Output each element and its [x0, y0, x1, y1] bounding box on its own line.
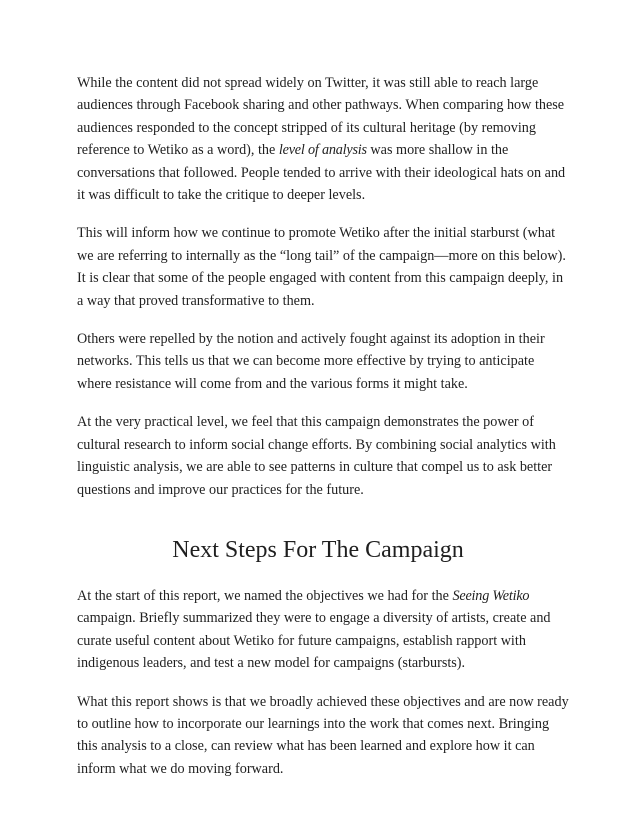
paragraph-long-tail: This will inform how we continue to promote Wetiko after the initial starburst (what we are referring to internally as the “long tail” of the campaign—more on this below). It is clear that some of the people engaged with content from this campaign deeply, in a way that proved transformative to them.: [77, 225, 566, 309]
paragraph-conclusion: What this report shows is that we broadly achieved these objectives and are now ready to outline how to incorporate our learnings into the work that comes next. Bringing this analysis to a close, can review what has been learned and explore how it can inform what we do moving forward.: [77, 693, 569, 777]
section-heading: Next Steps For The Campaign: [172, 536, 464, 563]
paragraph-text: was more shallow in the conversations that followed. People tended to arrive with their ideological hats on and it was difficult to take the critique to deeper levels.: [77, 142, 566, 204]
paragraph-text: While the content did not spread widely on Twitter, it was still able to reach large audiences through Facebook sharing and other pathways. When comparing how these audiences responded to the concept stripped of its cultural heritage (by removing reference to Wetiko as a word), the: [77, 75, 565, 159]
paragraph-text: campaign. Briefly summarized they were to engage a diversity of artists, create and curate useful content about Wetiko for future campaigns, establish rapport with indigenous leaders, and test a new model for campaigns (starbursts).: [77, 610, 551, 672]
paragraph-cultural-research: At the very practical level, we feel that this campaign demonstrates the power of cultural research to inform social change efforts. By combining social analytics with linguistic analysis, we are able to see patterns in culture that compel us to ask better questions and improve our practices for the future.: [77, 414, 556, 498]
paragraph-twitter-reach: [77, 72, 569, 206]
document-body: [77, 72, 569, 796]
emphasis-level-of-analysis: level of analysis: [278, 142, 367, 159]
paragraph-text: At the start of this report, we named the objectives we had for the: [77, 587, 453, 604]
paragraph-resistance: Others were repelled by the notion and actively fought against its adoption in their networks. This tells us that we can become more effective by trying to anticipate where resistance will come from and the various forms it might take.: [77, 331, 545, 392]
paragraph-objectives: [77, 585, 569, 675]
emphasis-campaign-name: Seeing Wetiko: [452, 587, 530, 604]
